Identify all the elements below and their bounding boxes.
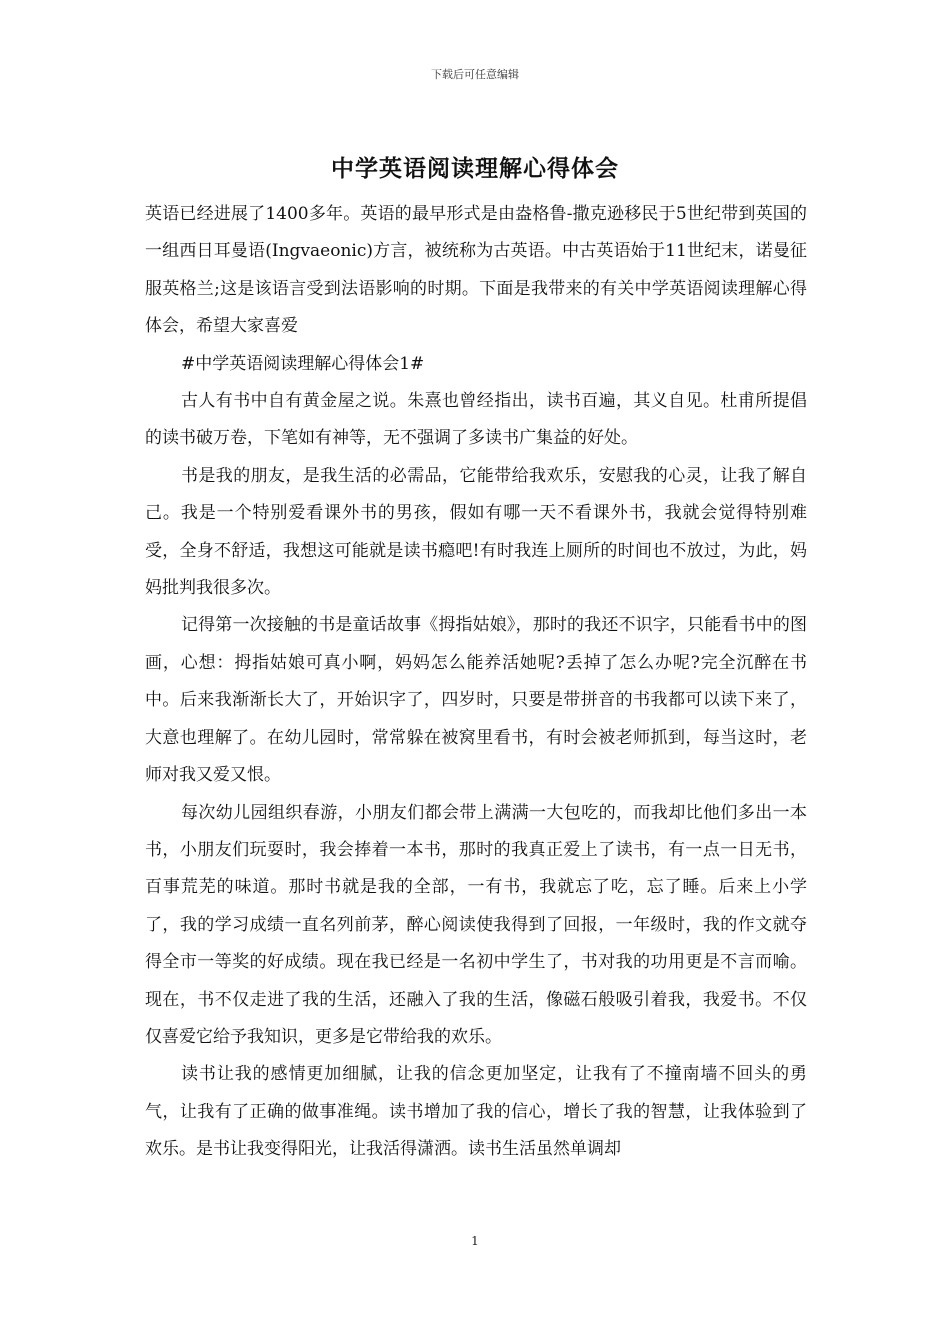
intro-paragraph: 英语已经进展了1400多年。英语的最早形式是由盎格鲁-撒克逊移民于5世纪带到英国的一组西日耳曼语(Ingvaeonic)方言，被统称为古英语。中古英语始于11世纪末，诺曼征服英格兰;这是该语言受到法语影响的时期。下面是我带来的有关中学英语阅读理解心得体会，希望大家喜爱 [145, 204, 807, 337]
body-paragraph: 读书让我的感情更加细腻，让我的信念更加坚定，让我有了不撞南墙不回头的勇气，让我有了正确的做事准绳。读书增加了我的信心，增长了我的智慧，让我体验到了欢乐。是书让我变得阳光，让我活得潇洒。读书生活虽然单调却 [145, 1064, 807, 1160]
body-paragraph: 记得第一次接触的书是童话故事《拇指姑娘》，那时的我还不识字，只能看书中的图画，心想：拇指姑娘可真小啊，妈妈怎么能养活她呢?丢掉了怎么办呢?完全沉醉在书中。后来我渐渐长大了，开始识字了，四岁时，只要是带拼音的书我都可以读下来了，大意也理解了。在幼儿园时，常常躲在被窝里看书，有时会被老师抓到，每当这时，老师对我又爱又恨。 [145, 615, 807, 786]
document-body [145, 196, 807, 1169]
header-note: 下载后可任意编辑 [431, 68, 519, 81]
document-title: 中学英语阅读理解心得体会 [331, 156, 619, 182]
body-paragraph: 每次幼儿园组织春游，小朋友们都会带上满满一大包吃的，而我却比他们多出一本书，小朋友们玩耍时，我会捧着一本书，那时的我真正爱上了读书，有一点一日无书，百事荒芜的味道。那时书就是我的全部，一有书，我就忘了吃，忘了睡。后来上小学了，我的学习成绩一直名列前茅，醉心阅读使我得到了回报，一年级时，我的作文就夺得全市一等奖的好成绩。现在我已经是一名初中学生了，书对我的功用更是不言而喻。现在，书不仅走进了我的生活，还融入了我的生活，像磁石般吸引着我，我爱书。不仅仅喜爱它给予我知识，更多是它带给我的欢乐。 [145, 802, 807, 1047]
page-number: 1 [471, 1234, 479, 1248]
body-paragraph: 书是我的朋友，是我生活的必需品，它能带给我欢乐，安慰我的心灵，让我了解自己。我是一个特别爱看课外书的男孩，假如有哪一天不看课外书，我就会觉得特别难受，全身不舒适，我想这可能就是读书瘾吧!有时我连上厕所的时间也不放过，为此，妈妈批判我很多次。 [145, 465, 807, 599]
body-paragraph: 古人有书中自有黄金屋之说。朱熹也曾经指出，读书百遍，其义自见。杜甫所提倡的读书破万卷，下笔如有神等，无不强调了多读书广集益的好处。 [145, 391, 807, 449]
section-heading: #中学英语阅读理解心得体会1# [181, 353, 425, 374]
